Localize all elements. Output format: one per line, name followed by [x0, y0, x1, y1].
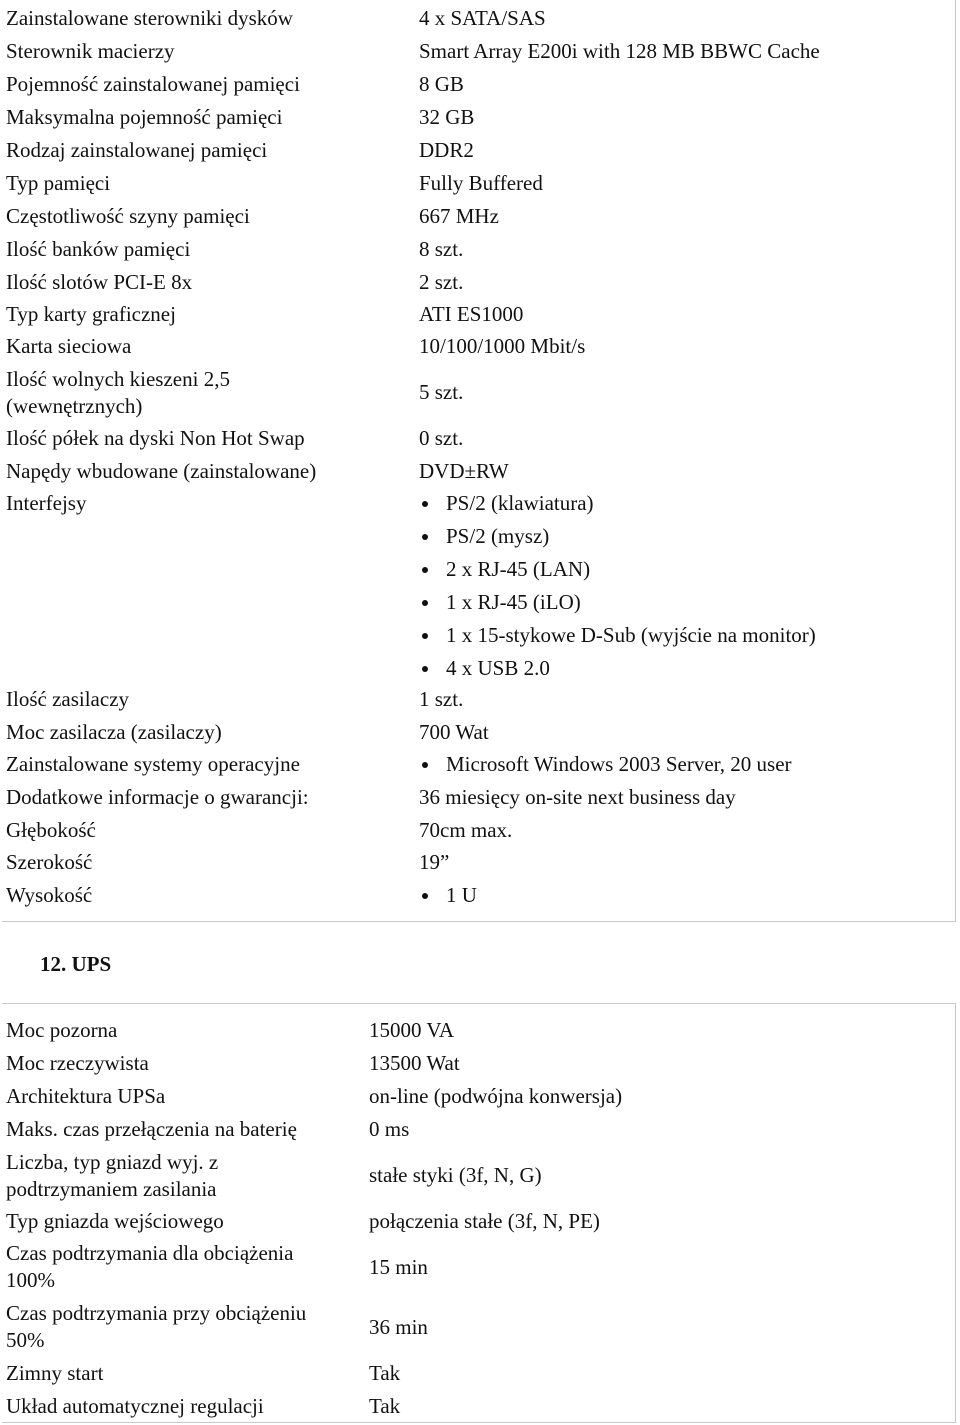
- spec-value: Tak: [369, 1394, 401, 1418]
- spec-value: Smart Array E200i with 128 MB BBWC Cache: [419, 39, 820, 63]
- height-list: [422, 882, 477, 915]
- spec-value: 5 szt.: [419, 380, 464, 404]
- spec-label: Ilość slotów PCI-E 8x: [6, 270, 193, 294]
- spec-label-cont: (wewnętrznych): [6, 394, 143, 418]
- bullet-icon: [422, 567, 428, 573]
- spec-value: 13500 Wat: [369, 1051, 460, 1075]
- spec-value: 15000 VA: [369, 1018, 454, 1042]
- os-list: [422, 751, 792, 784]
- spec-label: Zimny start: [6, 1361, 104, 1385]
- spec-label: Ilość wolnych kieszeni 2,5: [6, 367, 230, 391]
- spec-value: 36 min: [369, 1315, 428, 1339]
- spec-value: Fully Buffered: [419, 171, 543, 195]
- section-heading: 12. UPS: [40, 952, 112, 976]
- spec-value: ATI ES1000: [419, 302, 524, 326]
- spec-label: Głębokość: [6, 818, 96, 842]
- list-item: 1 x 15-stykowe D-Sub (wyjście na monitor): [422, 622, 816, 655]
- spec-label: Typ pamięci: [6, 171, 111, 195]
- bullet-icon: [422, 893, 428, 899]
- spec-label: Maks. czas przełączenia na baterię: [6, 1117, 297, 1141]
- spec-label-cont: podtrzymaniem zasilania: [6, 1177, 217, 1201]
- spec-label: Interfejsy: [6, 491, 87, 515]
- bullet-icon: [422, 762, 428, 768]
- spec-label: Rodzaj zainstalowanej pamięci: [6, 138, 268, 162]
- list-item: Microsoft Windows 2003 Server, 20 user: [422, 751, 792, 784]
- spec-value: połączenia stałe (3f, N, PE): [369, 1209, 600, 1233]
- spec-value: 4 x SATA/SAS: [419, 6, 546, 30]
- interfaces-list: [422, 490, 816, 688]
- list-item: PS/2 (mysz): [422, 523, 816, 556]
- spec-label: Ilość banków pamięci: [6, 237, 191, 261]
- spec-label: Częstotliwość szyny pamięci: [6, 204, 250, 228]
- bullet-icon: [422, 534, 428, 540]
- list-item: 1 U: [422, 882, 477, 915]
- spec-value: DDR2: [419, 138, 474, 162]
- spec-value: stałe styki (3f, N, G): [369, 1163, 542, 1187]
- spec-value: 70cm max.: [419, 818, 513, 842]
- spec-label: Maksymalna pojemność pamięci: [6, 105, 283, 129]
- list-item: 1 x RJ-45 (iLO): [422, 589, 816, 622]
- spec-value: 0 szt.: [419, 426, 464, 450]
- spec-value: on-line (podwójna konwersja): [369, 1084, 623, 1108]
- spec-label: Zainstalowane sterowniki dysków: [6, 6, 293, 30]
- spec-label: Szerokość: [6, 850, 93, 874]
- list-item: 2 x RJ-45 (LAN): [422, 556, 816, 589]
- spec-value: 32 GB: [419, 105, 475, 129]
- spec-value: 8 szt.: [419, 237, 464, 261]
- spec-label-cont: 50%: [6, 1328, 45, 1352]
- spec-label: Pojemność zainstalowanej pamięci: [6, 72, 300, 96]
- spec-label: Zainstalowane systemy operacyjne: [6, 752, 300, 776]
- server-spec-table: [2, 0, 956, 922]
- ups-spec-table: [2, 1003, 956, 1423]
- spec-value: DVD±RW: [419, 459, 509, 483]
- spec-label: Typ karty graficznej: [6, 302, 176, 326]
- list-item: 4 x USB 2.0: [422, 655, 816, 688]
- spec-label: Napędy wbudowane (zainstalowane): [6, 459, 317, 483]
- spec-label: Ilość półek na dyski Non Hot Swap: [6, 426, 305, 450]
- spec-label: Układ automatycznej regulacji: [6, 1394, 264, 1418]
- spec-label-cont: 100%: [6, 1268, 55, 1292]
- spec-label: Dodatkowe informacje o gwarancji:: [6, 785, 309, 809]
- bullet-icon: [422, 633, 428, 639]
- bullet-icon: [422, 666, 428, 672]
- spec-value: 700 Wat: [419, 720, 489, 744]
- spec-value: 1 szt.: [419, 687, 464, 711]
- spec-value: 667 MHz: [419, 204, 499, 228]
- spec-label: Typ gniazda wejściowego: [6, 1209, 224, 1233]
- spec-label: Sterownik macierzy: [6, 39, 175, 63]
- bullet-icon: [422, 600, 428, 606]
- spec-label: Architektura UPSa: [6, 1084, 166, 1108]
- spec-label: Liczba, typ gniazd wyj. z: [6, 1150, 219, 1174]
- spec-value: 19”: [419, 850, 450, 874]
- spec-label: Moc zasilacza (zasilaczy): [6, 720, 222, 744]
- spec-value: Tak: [369, 1361, 401, 1385]
- spec-label: Moc rzeczywista: [6, 1051, 149, 1075]
- spec-label: Karta sieciowa: [6, 334, 132, 358]
- spec-value: 10/100/1000 Mbit/s: [419, 334, 586, 358]
- spec-value: 0 ms: [369, 1117, 410, 1141]
- spec-value: 15 min: [369, 1255, 428, 1279]
- spec-value: 36 miesięcy on-site next business day: [419, 785, 736, 809]
- spec-value: 2 szt.: [419, 270, 464, 294]
- spec-label: Ilość zasilaczy: [6, 687, 130, 711]
- bullet-icon: [422, 501, 428, 507]
- spec-label: Czas podtrzymania przy obciążeniu: [6, 1301, 307, 1325]
- spec-label: Wysokość: [6, 883, 93, 907]
- list-item: PS/2 (klawiatura): [422, 490, 816, 523]
- spec-value: 8 GB: [419, 72, 464, 96]
- spec-label: Czas podtrzymania dla obciążenia: [6, 1241, 294, 1265]
- spec-label: Moc pozorna: [6, 1018, 118, 1042]
